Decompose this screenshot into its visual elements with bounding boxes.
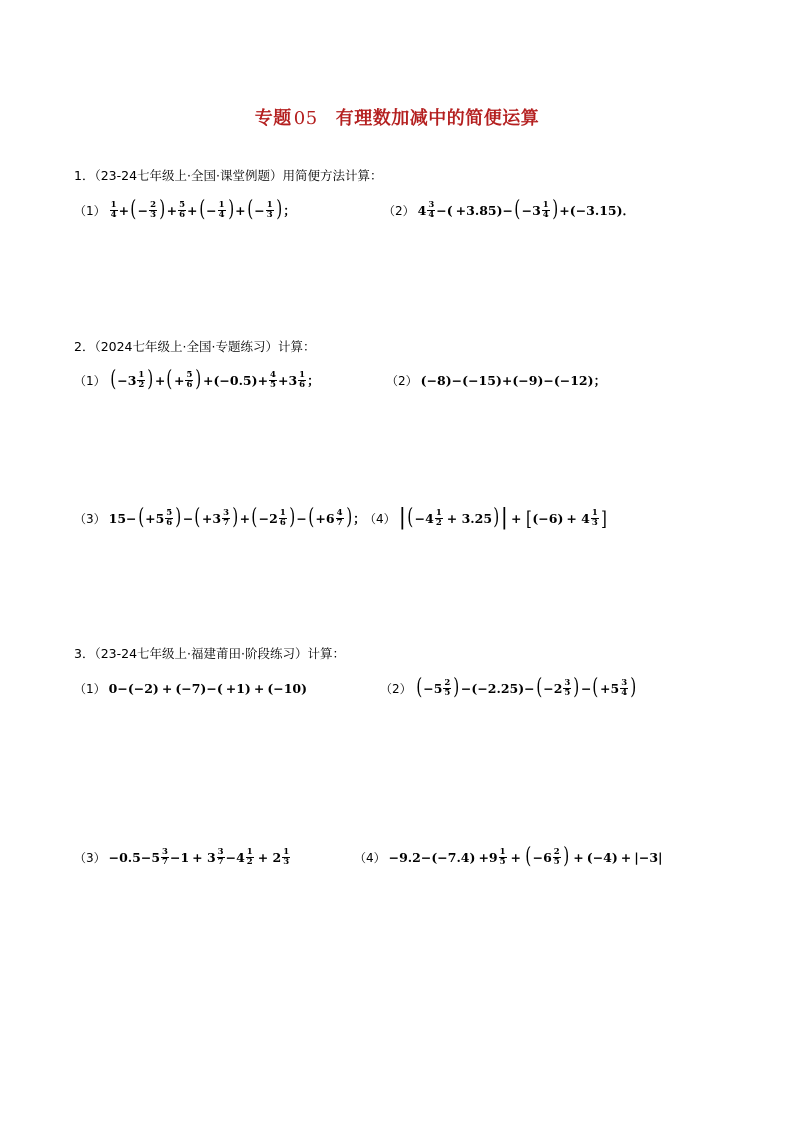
item-label: （2） (380, 681, 412, 696)
expression: 1 4 + ( − $\frac{2}{3}$ ) + $\frac{5}{6}$ + ( − $\frac{1}{4}$ ) + ( − $\frac{1}{3}$ ) ； (110, 197, 296, 222)
item-label: （2） (383, 203, 415, 218)
expression: | ( −4 1 2 + 3.25 ) | + [ ( −6 ) + 4 1 3 ] (398, 505, 607, 530)
item-label: （2） (386, 373, 418, 388)
item-label: （1） (74, 681, 106, 696)
item-label: （4） (354, 850, 386, 865)
page-title (0, 104, 794, 130)
q2-item-2 (386, 366, 606, 394)
item-label: （3） (74, 850, 106, 865)
expression: ( −8 ) − ( −15 ) + ( −9 ) − ( −12 ) ； (420, 372, 607, 388)
expression: ( −5 2 5 ) − ( −2.25 ) − ( −2 3 5 ) − ( +5 3 4 ) (415, 675, 637, 700)
q1-item-1 (74, 196, 296, 224)
q3-item-4 (354, 843, 663, 871)
expression: 15 − ( +5 5 6 ) − ( +3 3 7 ) + ( −2 1 6 ) − ( +6 4 7 ) ； (108, 505, 366, 530)
item-label: （4） (364, 511, 396, 526)
q2-item-1 (74, 366, 320, 394)
q3-item-2 (380, 674, 638, 702)
q3-item-3 (74, 843, 291, 871)
title-text: 有理数加减中的简便运算 (335, 108, 540, 129)
expression: ( −3 1 2 ) + ( + $\frac{5}{6}$ ) + ( −0.5 ) + $\frac{4}{5}$ +3 1 6 ； (109, 367, 320, 392)
question-1-head: 1．（23-24七年级上·全国·课堂例题）用简便方法计算： (74, 168, 383, 183)
title-prefix: 专题 (254, 108, 292, 129)
question-2-head: 2．（2024七年级上·全国·专题练习）计算： (74, 339, 316, 354)
expression: −9.2 − ( −7.4 ) +9 1 5 + ( −6 2 5 ) + ( −4 ) + | −3 | (388, 844, 663, 869)
item-label: （1） (74, 203, 106, 218)
q2-item-4 (364, 504, 608, 532)
q2-item-3 (74, 504, 366, 532)
expression: −0.5 −5 3 7 −1 + 3 3 7 −4 1 2 + 2 1 3 (108, 846, 290, 867)
expression: 4 3 4 − ( +3.85 ) − ( −3 1 4 ) + ( −3.15 ) ． (417, 197, 636, 222)
question-3-head: 3．（23-24七年级上·福建莆田·阶段练习）计算： (74, 646, 345, 661)
q3-item-1 (74, 674, 307, 702)
title-number: 05 (293, 108, 318, 129)
item-label: （3） (74, 511, 106, 526)
fraction: 1 4 (110, 199, 117, 220)
item-label: （1） (74, 373, 106, 388)
expression: 0 − ( −2 ) + ( −7 ) − ( +1 ) + ( −10 ) (108, 680, 308, 696)
q1-item-2 (383, 196, 635, 224)
